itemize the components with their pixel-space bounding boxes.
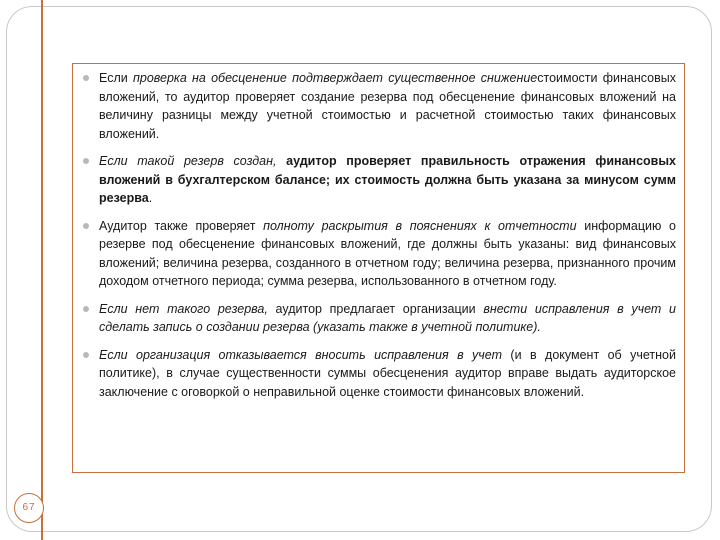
bullet-dot-icon [83, 223, 89, 229]
text-run: Если нет такого резерва, [99, 301, 268, 316]
bullet-dot-icon [83, 75, 89, 81]
text-run: аудитор предлагает организации [267, 301, 484, 316]
text-run: Если организация отказывается вносить исправления в учет [99, 347, 502, 362]
bullet-item [80, 69, 676, 143]
text-run: Если [99, 71, 133, 85]
text-run: Если такой резерв создан, [99, 154, 287, 168]
text-run: Аудитор также проверяет [99, 218, 264, 233]
bullet-text [99, 219, 676, 289]
text-run: внести исправления в учет и сделать запись о создании резерва (указать также в учетной политике). [99, 301, 676, 334]
bullet-dot-icon [83, 158, 89, 164]
text-run: проверка на обесценение подтверждает существенное снижение [132, 71, 538, 85]
text-run: полноту раскрытия в пояснениях к отчетности [263, 218, 577, 233]
text-run: аудитор проверяет правильность отражения финансовых вложений в бухгалтерском балансе; их стоимость должна быть указана за минусом сумм резерва [99, 154, 676, 205]
text-run: информацию о резерве под обесценение финансовых вложений, где должны быть указаны: вид финансовых вложений; величина резерва, созданного в отчетном году; величина резерва, признанного прочим доходом отчетного периода; сумма резерва, использованного в отчетном году. [99, 218, 676, 288]
bullet-item [80, 217, 676, 291]
text-run: (и в документ об учетной политике), в случае существенности суммы обесценения аудитор вправе выдать аудиторское заключение с оговоркой о неправильной оценке стоимости финансовых вложений. [99, 347, 676, 399]
text-run: . [148, 191, 153, 205]
bullet-item [80, 346, 676, 402]
bullet-text [99, 348, 676, 399]
page-number: 67 [14, 493, 44, 523]
bullet-dot-icon [83, 352, 89, 358]
bullet-text [99, 71, 676, 141]
bullet-item [80, 152, 676, 208]
text-run: стоимости финансовых вложений, то аудитор проверяет создание резерва под обесценение финансовых вложений на величину разницы между учетной стоимостью и расчетной стоимостью таких финансовых вложений. [99, 71, 677, 141]
bullet-text [99, 154, 676, 205]
bullet-item [80, 300, 676, 337]
bullet-text [99, 302, 676, 335]
bullet-list [80, 69, 676, 410]
bullet-dot-icon [83, 306, 89, 312]
side-line [41, 0, 43, 540]
